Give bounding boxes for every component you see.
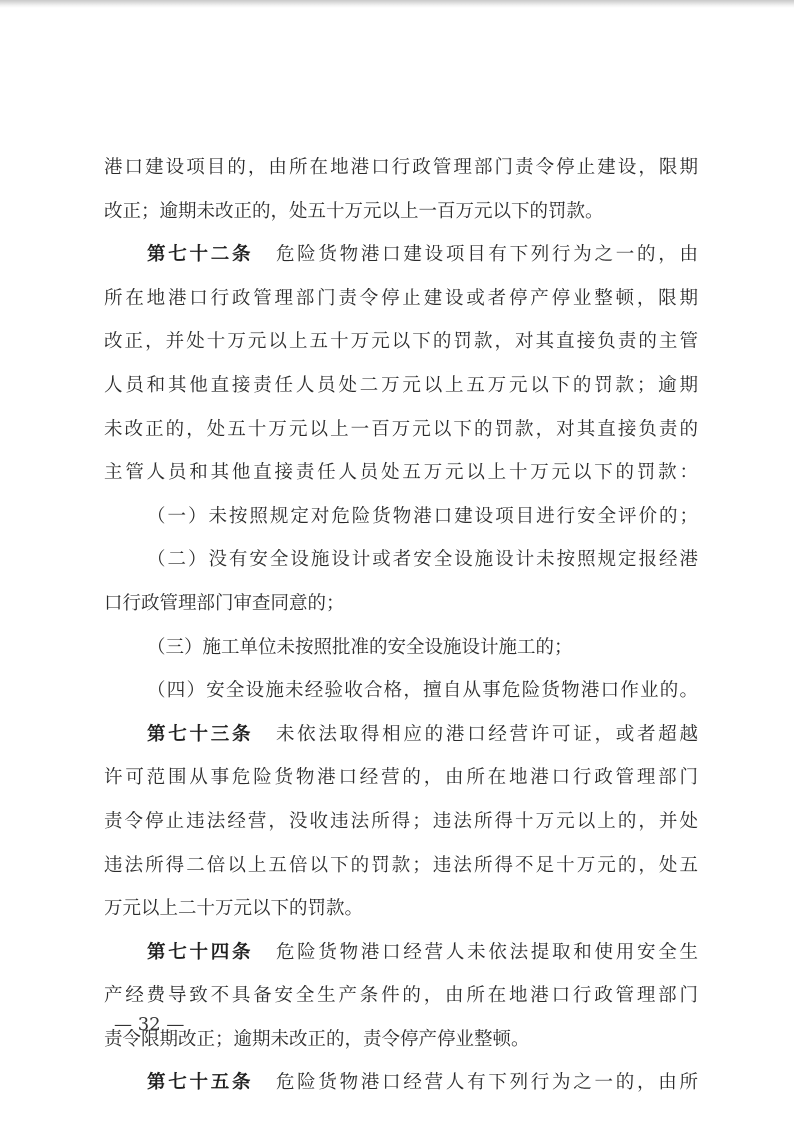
body-text: 改正；逾期未改正的，处五十万元以上一百万元以下的罚款。 [104, 200, 604, 222]
list-item-2 [104, 538, 698, 582]
page-number: — 32 — [114, 1014, 185, 1035]
list-item-1 [104, 495, 698, 539]
body-text: （三）施工单位未按照批准的安全设施设计施工的； [147, 636, 573, 658]
body-line [104, 582, 698, 626]
body-text: 改正，并处十万元以上五十万元以下的罚款，对其直接负责的主管 [104, 331, 698, 353]
body-text: 主管人员和其他直接责任人员处五万元以上十万元以下的罚款： [104, 462, 698, 484]
scan-edge-shadow [0, 0, 794, 8]
body-text: 万元以上二十万元以下的罚款。 [104, 898, 364, 920]
article-number-75: 第七十五条 [147, 1072, 254, 1094]
body-text: 危险货物港口建设项目有下列行为之一的，由 [273, 244, 698, 266]
body-text: 所在地港口行政管理部门责令停止建设或者停产停业整顿，限期 [104, 287, 698, 309]
body-text: 危险货物港口经营人有下列行为之一的，由所 [273, 1072, 698, 1094]
article-75-heading-line [104, 1061, 698, 1105]
body-line [104, 800, 698, 844]
body-line [104, 756, 698, 800]
body-text: 人员和其他直接责任人员处二万元以上五万元以下的罚款；逾期 [104, 374, 698, 396]
body-line [104, 364, 698, 408]
body-text: 许可范围从事危险货物港口经营的，由所在地港口行政管理部门 [104, 767, 698, 789]
body-text: 口行政管理部门审查同意的； [104, 592, 345, 614]
article-72-heading-line [104, 233, 698, 277]
document-body [104, 146, 698, 1105]
body-text: 未依法取得相应的港口经营许可证，或者超越 [273, 723, 698, 745]
body-line [104, 277, 698, 321]
body-line [104, 320, 698, 364]
list-item-4 [104, 669, 698, 713]
list-item-3 [104, 626, 698, 670]
body-text: 港口建设项目的，由所在地港口行政管理部门责令停止建设，限期 [104, 157, 698, 178]
body-text: （四）安全设施未经验收合格，擅自从事危险货物港口作业的。 [147, 680, 698, 702]
body-line [104, 408, 698, 452]
article-73-heading-line [104, 713, 698, 757]
body-text: 责令停止违法经营，没收违法所得；违法所得十万元以上的，并处 [104, 810, 698, 832]
body-text: 危险货物港口经营人未依法提取和使用安全生 [273, 941, 698, 963]
body-line [104, 1018, 698, 1062]
body-line [104, 190, 698, 234]
article-number-74: 第七十四条 [147, 941, 254, 963]
article-number-73: 第七十三条 [147, 723, 254, 745]
article-74-heading-line [104, 931, 698, 975]
body-text: 违法所得二倍以上五倍以下的罚款；违法所得不足十万元的，处五 [104, 854, 698, 876]
body-line [104, 887, 698, 931]
body-text: 责令限期改正；逾期未改正的，责令停产停业整顿。 [104, 1028, 530, 1050]
article-number-72: 第七十二条 [147, 244, 254, 266]
body-text: 产经费导致不具备安全生产条件的，由所在地港口行政管理部门 [104, 985, 698, 1007]
body-line [104, 146, 698, 190]
body-line [104, 974, 698, 1018]
body-line [104, 451, 698, 495]
body-line [104, 844, 698, 888]
body-text: （二）没有安全设施设计或者安全设施设计未按照规定报经港 [147, 549, 698, 571]
body-text: 未改正的，处五十万元以上一百万元以下的罚款，对其直接负责的 [104, 418, 698, 440]
body-text: （一）未按照规定对危险货物港口建设项目进行安全评价的； [147, 505, 698, 527]
